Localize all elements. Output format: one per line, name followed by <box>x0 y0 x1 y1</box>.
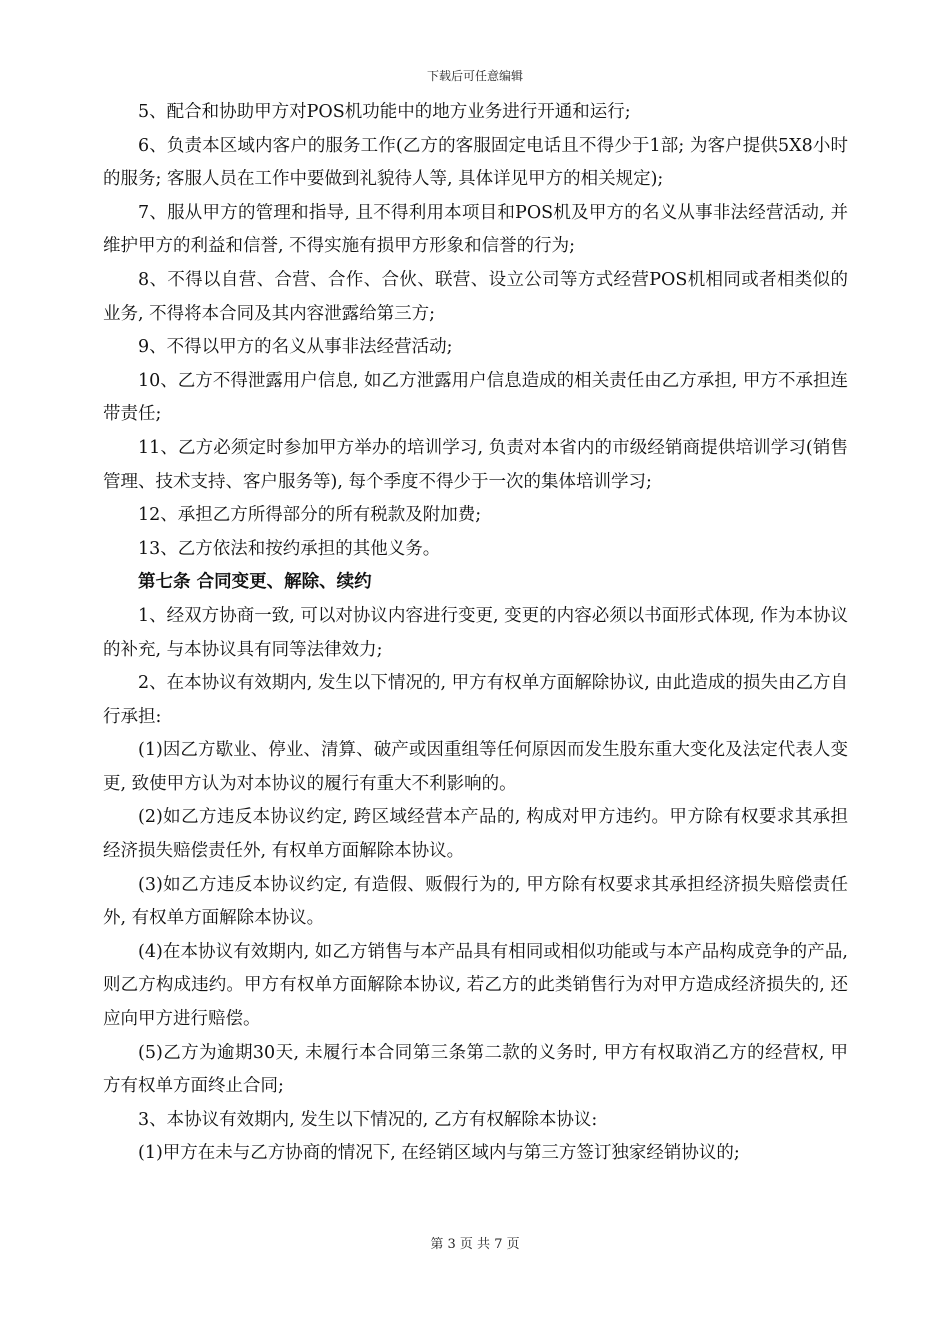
article-7-heading: 第七条 合同变更、解除、续约 <box>138 572 372 593</box>
art7-clause-2-item-1: (1)因乙方歇业、停业、清算、破产或因重组等任何原因而发生股东重大变化及法定代表人变更, 致使甲方认为对本协议的履行有重大不利影响的。 <box>103 740 848 794</box>
clause-6: 6、负责本区域内客户的服务工作(乙方的客服固定电话且不得少于1部; 为客户提供5X8小时的服务; 客服人员在工作中要做到礼貌待人等, 具体详见甲方的相关规定); <box>103 135 848 190</box>
clause-5: 5、配合和协助甲方对POS机功能中的地方业务进行开通和运行; <box>138 102 631 122</box>
art7-clause-2: 2、在本协议有效期内, 发生以下情况的, 甲方有权单方面解除协议, 由此造成的损失由乙方自行承担: <box>103 673 848 727</box>
art7-clause-2-item-2: (2)如乙方违反本协议约定, 跨区域经营本产品的, 构成对甲方违约。甲方除有权要求其承担经济损失赔偿责任外, 有权单方面解除本协议。 <box>103 807 848 862</box>
art7-clause-2-item-4: (4)在本协议有效期内, 如乙方销售与本产品具有相同或相似功能或与本产品构成竞争的产品, 则乙方构成违约。甲方有权单方面解除本协议, 若乙方的此类销售行为对甲方造成经济损失的, 还应向甲方进行赔偿。 <box>103 941 848 1030</box>
clause-9: 9、不得以甲方的名义从事非法经营活动; <box>138 337 453 358</box>
art7-clause-3: 3、本协议有效期内, 发生以下情况的, 乙方有权解除本协议: <box>138 1109 598 1130</box>
clause-8: 8、不得以自营、合营、合作、合伙、联营、设立公司等方式经营POS机相同或者相类似的业务, 不得将本合同及其内容泄露给第三方; <box>103 269 848 324</box>
art7-clause-3-item-1: (1)甲方在未与乙方协商的情况下, 在经销区域内与第三方签订独家经销协议的; <box>138 1143 740 1164</box>
page-number: 第 3 页 共 7 页 <box>430 1237 520 1252</box>
page-header-note: 下载后可任意编辑 <box>426 69 523 83</box>
document-body <box>103 96 848 1171</box>
art7-clause-2-item-3: (3)如乙方违反本协议约定, 有造假、贩假行为的, 甲方除有权要求其承担经济损失赔偿责任外, 有权单方面解除本协议。 <box>103 874 848 929</box>
art7-clause-2-item-5: (5)乙方为逾期30天, 未履行本合同第三条第二款的义务时, 甲方有权取消乙方的经营权, 甲方有权单方面终止合同; <box>103 1042 848 1097</box>
clause-7: 7、服从甲方的管理和指导, 且不得利用本项目和POS机及甲方的名义从事非法经营活动, 并维护甲方的利益和信誉, 不得实施有损甲方形象和信誉的行为; <box>103 202 848 257</box>
clause-11: 11、乙方必须定时参加甲方举办的培训学习, 负责对本省内的市级经销商提供培训学习(销售管理、技术支持、客户服务等), 每个季度不得少于一次的集体培训学习; <box>103 437 848 492</box>
clause-12: 12、承担乙方所得部分的所有税款及附加费; <box>138 505 482 526</box>
clause-13: 13、乙方依法和按约承担的其他义务。 <box>138 538 441 559</box>
art7-clause-1: 1、经双方协商一致, 可以对协议内容进行变更, 变更的内容必须以书面形式体现, 作为本协议的补充, 与本协议具有同等法律效力; <box>103 605 848 660</box>
clause-10: 10、乙方不得泄露用户信息, 如乙方泄露用户信息造成的相关责任由乙方承担, 甲方不承担连带责任; <box>103 370 848 425</box>
